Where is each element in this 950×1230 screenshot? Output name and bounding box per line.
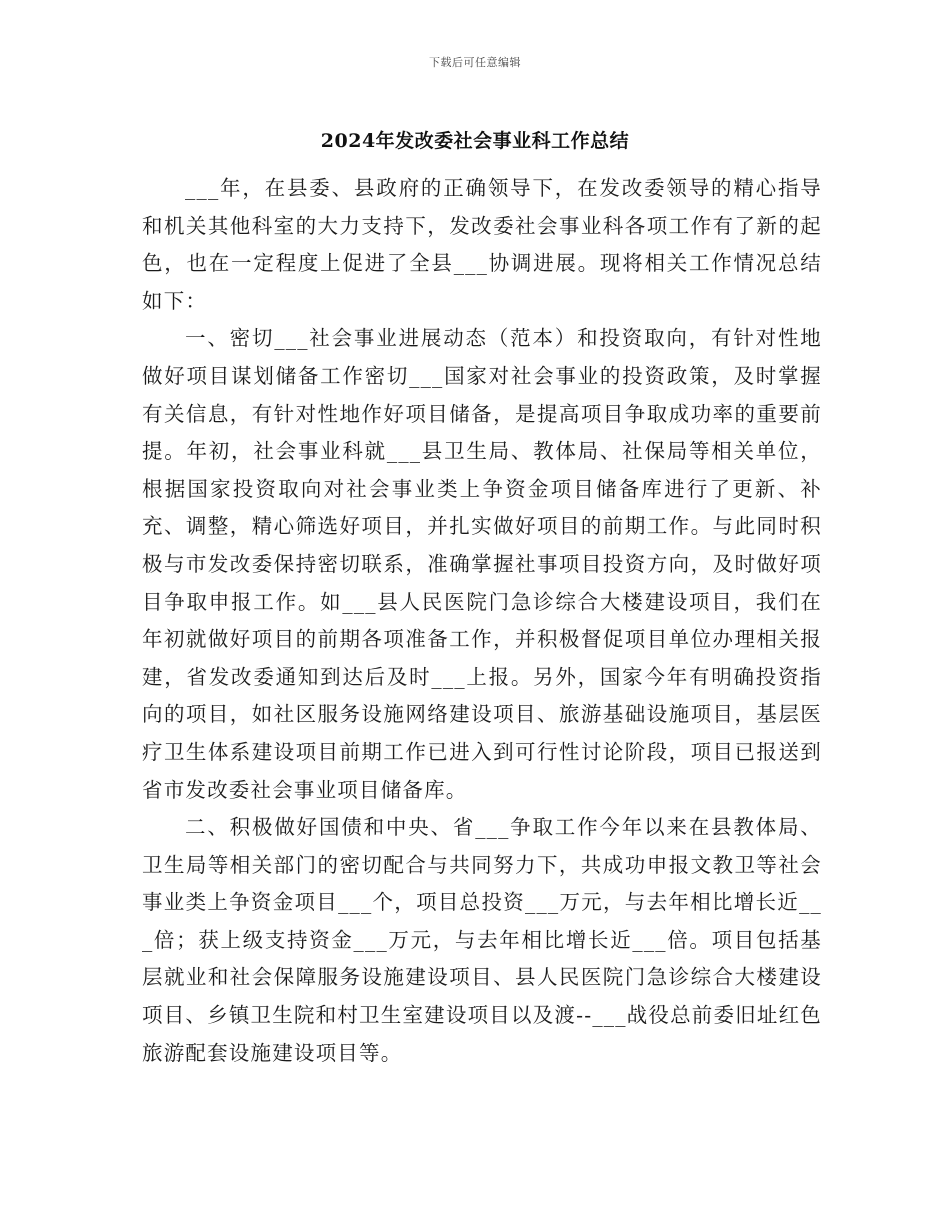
paragraph-intro: ___年，在县委、县政府的正确领导下，在发改委领导的精心指导和机关其他科室的大力支持下，发改委社会事业科各项工作有了新的起色，也在一定程度上促进了全县___协调进展。现将相关工作情况总结如下： (142, 176, 822, 313)
header-note: 下载后可任意编辑 (429, 56, 521, 69)
document-title: 2024年发改委社会事业科工作总结 (320, 130, 630, 152)
paragraph-section-one: 一、密切___社会事业进展动态（范本）和投资取向，有针对性地做好项目谋划储备工作密切___国家对社会事业的投资政策，及时掌握有关信息，有针对性地作好项目储备，是提高项目争取成功率的重要前提。年初，社会事业科就___县卫生局、教体局、社保局等相关单位，根据国家投资取向对社会事业类上争资金项目储备库进行了更新、补充、调整，精心筛选好项目，并扎实做好项目的前期工作。与此同时积极与市发改委保持密切联系，准确掌握社事项目投资方向，及时做好项目争取申报工作。如___县人民医院门急诊综合大楼建设项目，我们在年初就做好项目的前期各项准备工作，并积极督促项目单位办理相关报建，省发改委通知到达后及时___上报。另外，国家今年有明确投资指向的项目，如社区服务设施网络建设项目、旅游基础设施项目，基层医疗卫生体系建设项目前期工作已进入到可行性讨论阶段，项目已报送到省市发改委社会事业项目储备库。 (142, 326, 822, 802)
paragraph-section-two: 二、积极做好国债和中央、省___争取工作今年以来在县教体局、卫生局等相关部门的密切配合与共同努力下，共成功申报文教卫等社会事业类上争资金项目___个，项目总投资___万元，与去年相比增长近___倍；获上级支持资金___万元，与去年相比增长近___倍。项目包括基层就业和社会保障服务设施建设项目、县人民医院门急诊综合大楼建设项目、乡镇卫生院和村卫生室建设项目以及渡--___战役总前委旧址红色旅游配套设施建设项目等。 (142, 815, 822, 1065)
document-body (142, 170, 822, 1072)
